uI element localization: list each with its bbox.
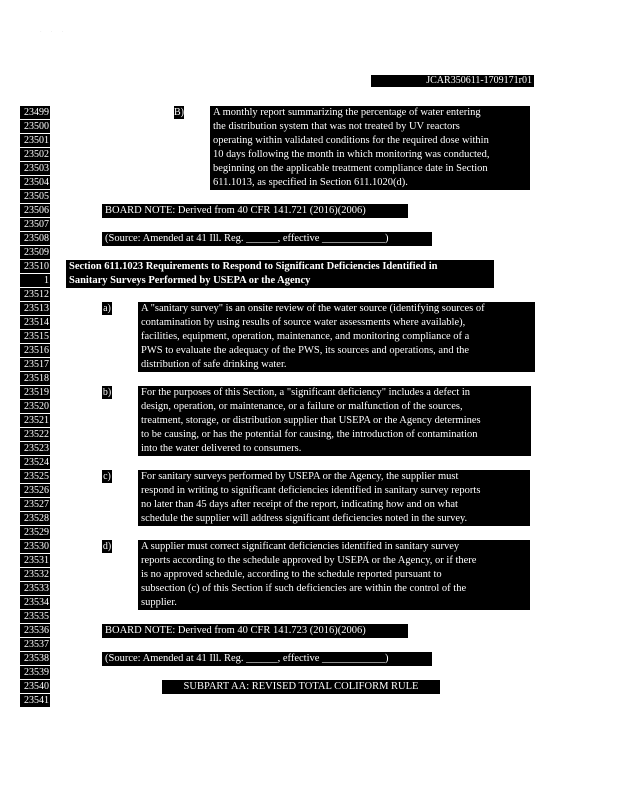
text-line: the distribution system that was not treated by UV reactors: [213, 121, 460, 132]
line-number: 1: [20, 274, 50, 287]
text-line: facilities, equipment, operation, maintenance, and monitoring compliance of a: [141, 331, 470, 342]
line-number: 23537: [20, 638, 50, 651]
text-line: respond in writing to significant deficiencies identified in sanitary survey reports: [141, 485, 481, 496]
text-line: For the purposes of this Section, a "significant deficiency" includes a defect in: [141, 387, 471, 398]
line-number: 23532: [20, 568, 50, 581]
line-number: 23540: [20, 680, 50, 693]
line-number: 23512: [20, 288, 50, 301]
text-line: operating within validated conditions for the required dose within: [213, 135, 489, 146]
line-number: 23499: [20, 106, 50, 119]
line-number: 23516: [20, 344, 50, 357]
text-line: into the water delivered to consumers.: [141, 443, 302, 454]
item-c-paragraph: [138, 470, 530, 526]
text-line: A "sanitary survey" is an onsite review of the water source (identifying sources of: [141, 303, 485, 314]
line-number: 23535: [20, 610, 50, 623]
item-label: b): [102, 387, 112, 398]
item-label: c): [103, 471, 111, 482]
text-line: For sanitary surveys performed by USEPA or the Agency, the supplier must: [141, 471, 459, 482]
text-line: supplier.: [141, 597, 177, 608]
text-line: A supplier must correct significant deficiencies identified in sanitary survey: [141, 541, 460, 552]
line-number: 23526: [20, 484, 50, 497]
text-line: schedule the supplier will address significant deficiencies noted in the survey.: [141, 513, 468, 524]
line-number: 23522: [20, 428, 50, 441]
text-line: distribution of safe drinking water.: [141, 359, 287, 370]
text-line: treatment, storage, or distribution supplier that USEPA or the Agency determines: [141, 415, 481, 426]
section-title-line: Sanitary Surveys Performed by USEPA or the Agency: [69, 275, 311, 286]
section-title-line: Section 611.1023 Requirements to Respond to Significant Deficiencies Identified in: [69, 261, 438, 272]
line-number: 23507: [20, 218, 50, 231]
line-number: 23509: [20, 246, 50, 259]
line-number: 23528: [20, 512, 50, 525]
source-note: (Source: Amended at 41 Ill. Reg. ______, effective ____________): [102, 652, 432, 666]
line-number: 23515: [20, 330, 50, 343]
line-number: 23502: [20, 148, 50, 161]
board-note: BOARD NOTE: Derived from 40 CFR 141.721 (2016)(2006): [102, 204, 408, 218]
line-number: 23527: [20, 498, 50, 511]
line-number: 23524: [20, 456, 50, 469]
line-number: 23533: [20, 582, 50, 595]
line-number: 23538: [20, 652, 50, 665]
line-number: 23539: [20, 666, 50, 679]
text-line: subsection (c) of this Section if such deficiencies are within the control of the: [141, 583, 467, 594]
line-number: 23505: [20, 190, 50, 203]
item-label: B): [174, 107, 184, 118]
line-number: 23541: [20, 694, 50, 707]
line-number: 23503: [20, 162, 50, 175]
line-number: 23510: [20, 260, 50, 273]
line-number: 23501: [20, 134, 50, 147]
text-line: no later than 45 days after receipt of the report, indicating how and on what: [141, 499, 458, 510]
text-line: 611.1013, as specified in Section 611.1020(d).: [213, 177, 408, 188]
line-number: 23506: [20, 204, 50, 217]
text-line: is no approved schedule, according to the schedule reported pursuant to: [141, 569, 442, 580]
text-line: 10 days following the month in which monitoring was conducted,: [213, 149, 490, 160]
item-label: d): [102, 541, 112, 552]
item-a-paragraph: [138, 302, 535, 372]
line-number: 23525: [20, 470, 50, 483]
line-number: 23531: [20, 554, 50, 567]
document-code: JCAR350611-1709171r01: [371, 75, 534, 87]
line-number: 23513: [20, 302, 50, 315]
text-line: A monthly report summarizing the percentage of water entering: [213, 107, 481, 118]
line-number: 23523: [20, 442, 50, 455]
line-number: 23500: [20, 120, 50, 133]
line-number: 23534: [20, 596, 50, 609]
faint-mark: · · ·: [40, 30, 68, 35]
text-line: PWS to evaluate the adequacy of the PWS, its sources and operations, and the: [141, 345, 470, 356]
line-number: 23519: [20, 386, 50, 399]
item-d-paragraph: [138, 540, 530, 610]
line-number: 23521: [20, 414, 50, 427]
board-note: BOARD NOTE: Derived from 40 CFR 141.723 (2016)(2006): [102, 624, 408, 638]
line-number: 23520: [20, 400, 50, 413]
text-line: contamination by using results of source water assessments where available),: [141, 317, 466, 328]
line-number: 23514: [20, 316, 50, 329]
line-number: 23518: [20, 372, 50, 385]
source-note: (Source: Amended at 41 Ill. Reg. ______, effective ____________): [102, 232, 432, 246]
subpart-heading: SUBPART AA: REVISED TOTAL COLIFORM RULE: [162, 680, 440, 694]
item-b-paragraph: [210, 106, 530, 190]
line-number: 23536: [20, 624, 50, 637]
text-line: reports according to the schedule approved by USEPA or the Agency, or if there: [141, 555, 477, 566]
line-number: 23530: [20, 540, 50, 553]
line-number: 23529: [20, 526, 50, 539]
section-title: [66, 260, 494, 288]
text-line: beginning on the applicable treatment compliance date in Section: [213, 163, 488, 174]
item-b-paragraph: [138, 386, 531, 456]
line-number: 23504: [20, 176, 50, 189]
line-number: 23508: [20, 232, 50, 245]
text-line: design, operation, or maintenance, or a failure or malfunction of the sources,: [141, 401, 463, 412]
item-label: a): [103, 303, 111, 314]
text-line: to be causing, or has the potential for causing, the introduction of contamination: [141, 429, 478, 440]
line-number: 23517: [20, 358, 50, 371]
